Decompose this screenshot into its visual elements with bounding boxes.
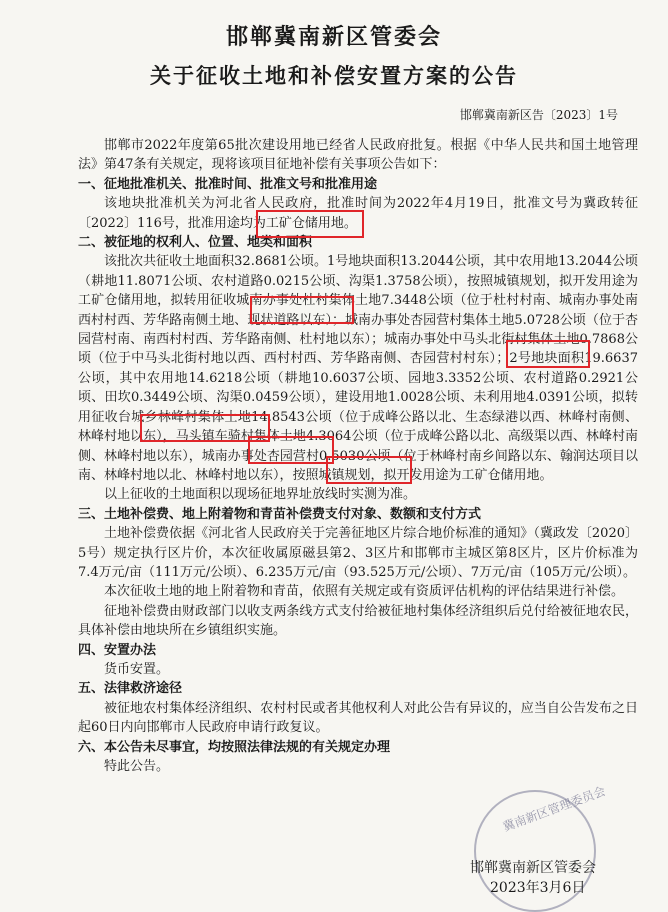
section-3-paragraph-2: 本次征收土地的地上附着物和青苗，依照有关规定或有资质评估机构的评估结果进行补偿。 bbox=[104, 584, 625, 600]
closing-text: 特此公告。 bbox=[104, 759, 170, 774]
document-number: 邯郸冀南新区告〔2023〕1号 bbox=[459, 108, 618, 122]
section-4-text: 货币安置。 bbox=[104, 661, 170, 677]
section-heading-2: 二、被征地的权利人、位置、地类和面积 bbox=[78, 235, 313, 251]
section-3-paragraph-1: 土地补偿费依据《河北省人民政府关于完善征地区片综合地价标准的通知》（冀政发〔2020〕5号）规定执行区片价，本次征收属原磁县第2、3区片和邯郸市主城区第8区片，区片价标准为7.4万元/亩（111万元/公顷）、6.235万元/亩（93.525万元/公顷）、7万元/亩（105万元/公顷）。 bbox=[78, 526, 638, 580]
highlight-box-xingyuanying bbox=[326, 456, 412, 484]
section-heading-4: 四、安置办法 bbox=[78, 642, 157, 658]
intro-paragraph: 邯郸市2022年度第65批次建设用地已经省人民政府批复。根据《中华人民共和国土地管理法》第47条有关规定，现将该项目征地补偿有关事项公告如下： bbox=[78, 138, 638, 173]
section-heading-5: 五、法律救济途径 bbox=[78, 681, 183, 697]
highlight-box-cheqi bbox=[248, 436, 334, 464]
page-subtitle: 关于征收土地和补偿安置方案的公告 bbox=[150, 63, 518, 88]
section-1-text: 该地块批准机关为河北省人民政府，批准时间为2022年4月19日，批准文号为冀政转征〔2022〕116号，批准用途均为工矿仓储用地。 bbox=[78, 196, 638, 231]
section-2-note: 以上征收的土地面积以现场征地界址放线时实测为准。 bbox=[104, 487, 417, 503]
highlight-box-ducun bbox=[250, 296, 354, 324]
section-3-paragraph-3: 征地补偿费由财政部门以收支两条线方式支付给被征地村集体经济组织后兑付给被征地农民，具体补偿由地块所在乡镇组织实施。 bbox=[78, 603, 638, 639]
page-title: 邯郸冀南新区管委会 bbox=[225, 24, 442, 50]
section-heading-6: 六、本公告未尽事宜，均按照法律法规的有关规定办理 bbox=[78, 739, 391, 755]
signature-org: 邯郸冀南新区管委会 bbox=[470, 860, 596, 876]
signature-date: 2023年3月6日 bbox=[490, 880, 586, 896]
highlight-box-land-use bbox=[256, 210, 364, 238]
section-5-text: 被征地农村集体经济组织、农村村民或者其他权利人对此公告有异议的，应当自公告发布之日起60日内向邯郸市人民政府申请行政复议。 bbox=[78, 700, 638, 736]
section-2-text: 该批次共征收土地面积32.8681公顷。1号地块面积13.2044公顷，其中农用地13.2044公顷（耕地11.8071公顷、农村道路0.0215公顷、沟渠1.3758公顷），按照城镇规划，拟开发用途为工矿仓储用地，拟转用征收城南办事处杜村集体土地7.3448公顷（位于杜村村南、城南办事处南西村村西、芳华路南侧土地、现状道路以东）；城南办事处杏园营村集体土地5.0728公顷（位于杏园营村南、南西村村西、芳华路南侧、杜村地以东）；城南办事处中马头北街村集体土地0.7868公顷（位于中马头北街村地以西、西村村西、芳华路南侧、杏园营村村东）；2号地块面积19.6637公顷，其中农用地14.6218公顷（耕地10.6037公顷、园地3.3352公顷、农村道路0.2921公顷、田坎0.3449公顷、沟渠0.0459公顷），建设用地1.0028公顷、未利用地4.0391公顷，拟转用征收台城乡林峰村集体土地14.8543公顷（位于成峰公路以北、生态绿港以西、林峰村南侧、林峰村地以东），马头镇车骑村集体土地4.3064公顷（位于成峰公路以北、高级渠以西、林峰村南侧、林峰村地以东），城南办事处杏园营村0.5030公顷（位于林峰村南乡间路以东、翰润达项目以南、林峰村地以北、林峰村地以东），按照城镇规划，拟开发用途为工矿仓储用地。 bbox=[78, 254, 638, 483]
section-heading-3: 三、土地补偿费、地上附着物和青苗补偿费支付对象、数额和支付方式 bbox=[78, 506, 482, 522]
seal-text: 冀南新区管理委员会 bbox=[501, 783, 608, 835]
section-heading-1: 一、征地批准机关、批准时间、批准文号和批准用途 bbox=[78, 176, 378, 192]
highlight-box-zhongmatou bbox=[506, 340, 590, 368]
